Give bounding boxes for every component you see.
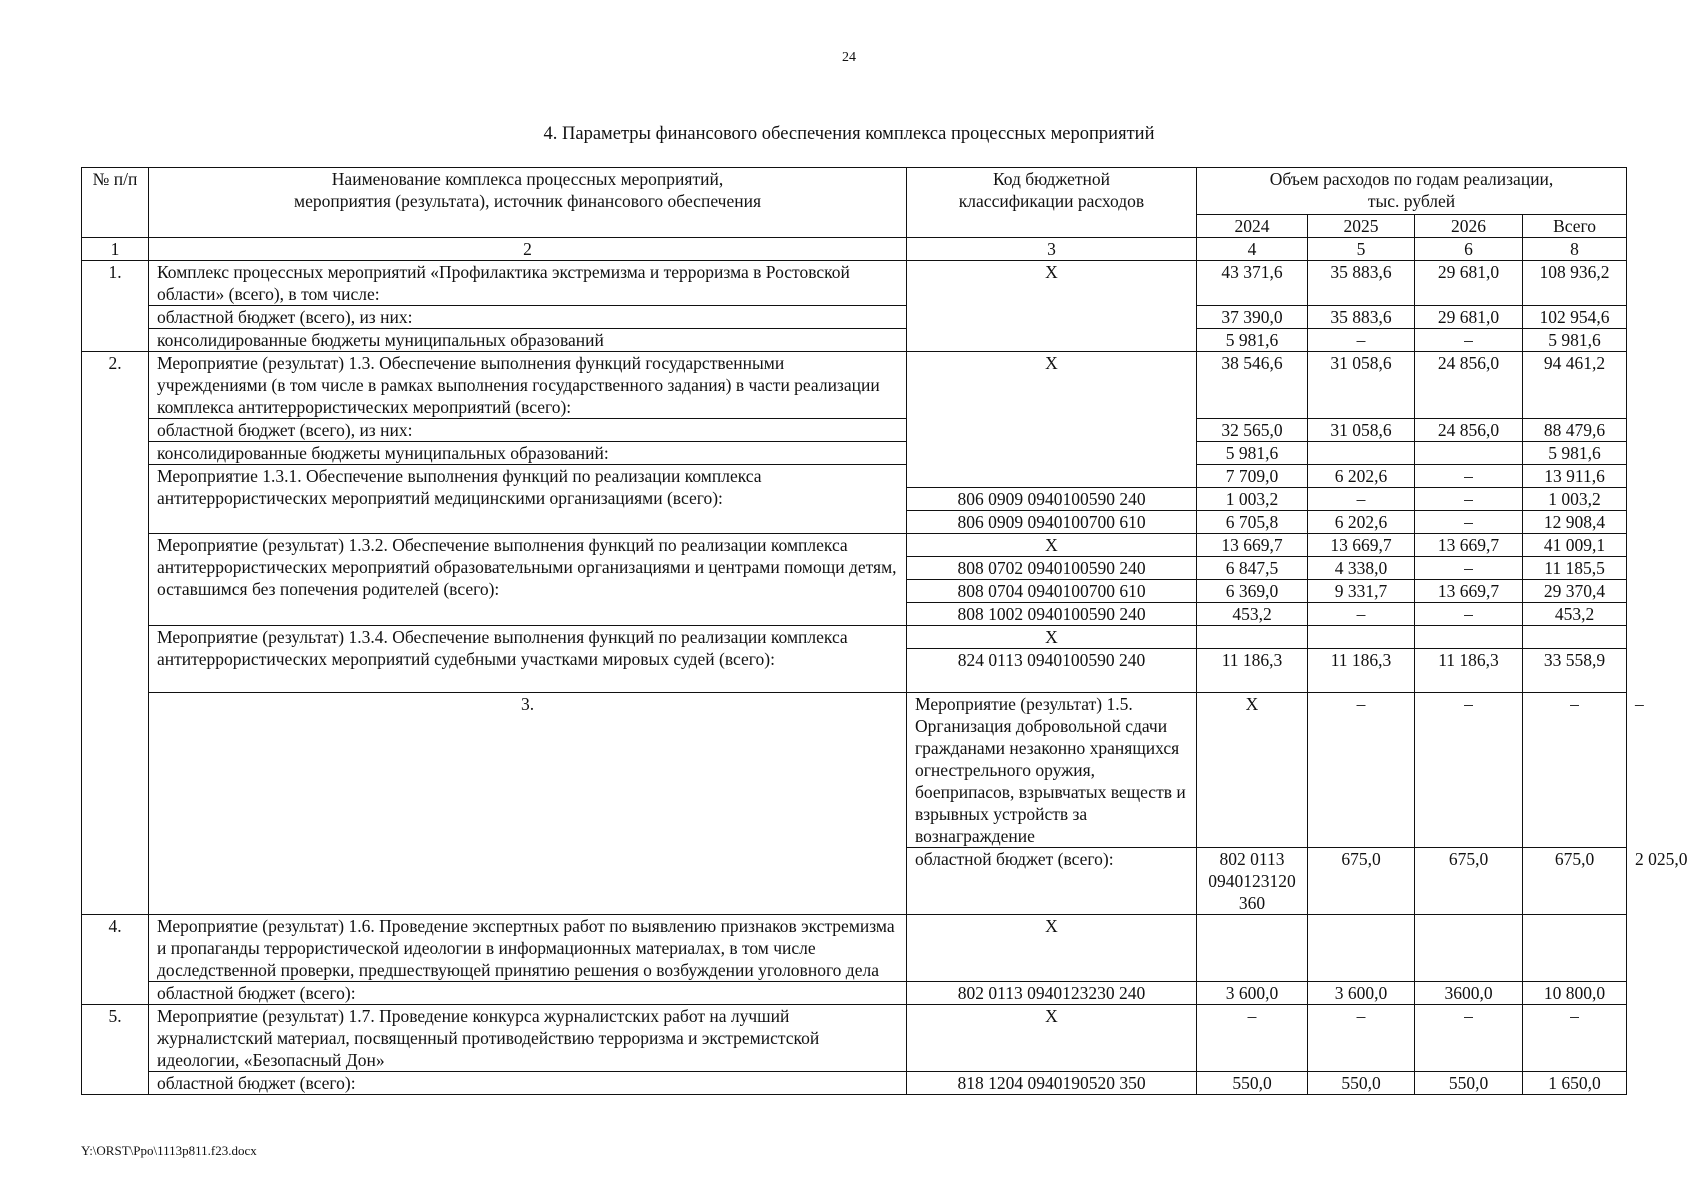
colnum-4: 4 [1197,238,1308,261]
value-2024: 675,0 [1308,848,1415,915]
value-2026: – [1415,488,1523,511]
value-2025: 35 883,6 [1308,261,1415,306]
header-code-line1: Код бюджетной [992,169,1111,189]
colnum-2: 2 [149,238,907,261]
table-row [82,442,1627,465]
row-name: областной бюджет (всего): [149,1072,907,1095]
row-name: Мероприятие 1.3.1. Обеспечение выполнения функций по реализации комплекса антитеррористических мероприятий медицинскими организациями (всего): [149,465,907,534]
value-total: 94 461,2 [1523,352,1627,419]
header-name-line1: Наименование комплекса процессных мероприятий, [331,169,724,189]
row-code: 806 0909 0940100700 610 [907,511,1197,534]
value-2024: 7 709,0 [1197,465,1308,488]
table-row [82,915,1627,982]
value-total: 1 003,2 [1523,488,1627,511]
value-2026: 675,0 [1523,848,1627,915]
value-2025: 13 669,7 [1308,534,1415,557]
row-code: X [1197,693,1308,848]
value-2026 [1415,915,1523,982]
value-2026: – [1415,557,1523,580]
value-2024: 11 186,3 [1197,649,1308,693]
row-number: 1. [82,261,149,352]
row-name: Комплекс процессных мероприятий «Профилактика экстремизма и терроризма в Ростовской области» (всего), в том числе: [149,261,907,306]
colnum-8: 8 [1523,238,1627,261]
value-2025: 3 600,0 [1308,982,1415,1005]
row-number: 5. [82,1005,149,1095]
row-name: областной бюджет (всего): [907,848,1197,915]
table-row [82,982,1627,1005]
colnum-5: 5 [1308,238,1415,261]
value-2025: – [1308,603,1415,626]
value-2024: 6 705,8 [1197,511,1308,534]
value-2025 [1308,442,1415,465]
value-2026: 550,0 [1415,1072,1523,1095]
value-total: 102 954,6 [1523,306,1627,329]
value-2025: 9 331,7 [1308,580,1415,603]
table-row [82,329,1627,352]
row-code: X [907,534,1197,557]
value-2024: 5 981,6 [1197,442,1308,465]
row-code: X [907,1005,1197,1072]
value-2025: 6 202,6 [1308,511,1415,534]
value-total: 12 908,4 [1523,511,1627,534]
table-row [82,1072,1627,1095]
row-code: 802 0113 0940123120 360 [1197,848,1308,915]
value-2026: 29 681,0 [1415,261,1523,306]
header-name-line2: мероприятия (результата), источник финансового обеспечения [294,191,761,211]
value-2024: 43 371,6 [1197,261,1308,306]
value-2024: 37 390,0 [1197,306,1308,329]
value-2024 [1197,626,1308,649]
header-total: Всего [1523,215,1627,238]
header-num: № п/п [82,168,149,238]
value-total: 29 370,4 [1523,580,1627,603]
value-2025: – [1415,693,1523,848]
value-2026: 13 669,7 [1415,534,1523,557]
row-name: Мероприятие (результат) 1.6. Проведение экспертных работ по выявлению признаков экстремизма и пропаганды террористической идеологии в информационных материалах, в том числе доследственной проверки, предшествующей принятию решения о возбуждении уголовного дела [149,915,907,982]
row-name: Мероприятие (результат) 1.3.4. Обеспечение выполнения функций по реализации комплекса антитеррористических мероприятий судебными участками мировых судей (всего): [149,626,907,693]
value-2025: – [1308,1005,1415,1072]
value-total: 13 911,6 [1523,465,1627,488]
header-year-2024: 2024 [1197,215,1308,238]
value-total: 108 936,2 [1523,261,1627,306]
row-number: 2. [82,352,149,915]
value-2025 [1308,626,1415,649]
header-volume-line2: тыс. рублей [1367,191,1456,211]
row-name: областной бюджет (всего), из них: [149,306,907,329]
value-2024 [1197,915,1308,982]
row-code: 806 0909 0940100590 240 [907,488,1197,511]
row-name: областной бюджет (всего): [149,982,907,1005]
colnum-1: 1 [82,238,149,261]
value-total: 88 479,6 [1523,419,1627,442]
value-2025: 550,0 [1308,1072,1415,1095]
finance-table-container [81,167,1688,1095]
value-2026: 24 856,0 [1415,352,1523,419]
row-code: X [907,261,1197,352]
header-year-2026: 2026 [1415,215,1523,238]
header-volume [1197,168,1627,215]
value-2025: – [1308,488,1415,511]
value-2026: – [1415,329,1523,352]
row-name: Мероприятие (результат) 1.3. Обеспечение выполнения функций государственными учреждениями (в том числе в рамках выполнения государственного задания) в части реализации комплекса антитеррористических мероприятий (всего): [149,352,907,419]
table-row [82,465,1627,488]
value-total: 10 800,0 [1523,982,1627,1005]
value-total: 5 981,6 [1523,442,1627,465]
header-year-2025: 2025 [1308,215,1415,238]
value-2025: 31 058,6 [1308,352,1415,419]
value-2026: – [1415,511,1523,534]
value-2026: – [1415,465,1523,488]
value-2024: 3 600,0 [1197,982,1308,1005]
row-name: областной бюджет (всего), из них: [149,419,907,442]
table-row [82,419,1627,442]
value-2025: 35 883,6 [1308,306,1415,329]
value-2024: 550,0 [1197,1072,1308,1095]
header-code-line2: классификации расходов [958,191,1145,211]
row-name: Мероприятие (результат) 1.5. Организация добровольной сдачи гражданами незаконно хранящихся огнестрельного оружия, боеприпасов, взрывчатых веществ и взрывных устройств за вознаграждение [907,693,1197,848]
value-2024: 453,2 [1197,603,1308,626]
value-2026: – [1415,603,1523,626]
value-total: 453,2 [1523,603,1627,626]
header-code [907,168,1197,238]
value-total: 11 185,5 [1523,557,1627,580]
row-code: X [907,915,1197,982]
value-2026: 24 856,0 [1415,419,1523,442]
value-2025: 31 058,6 [1308,419,1415,442]
value-2025: 11 186,3 [1308,649,1415,693]
table-row [82,626,1627,649]
value-total: – [1523,1005,1627,1072]
table-row [82,261,1627,306]
row-name: Мероприятие (результат) 1.3.2. Обеспечение выполнения функций по реализации комплекса антитеррористических мероприятий образовательными организациями и центрами помощи детям, оставшимся без попечения родителей (всего): [149,534,907,626]
document-title: 4. Параметры финансового обеспечения комплекса процессных мероприятий [543,124,1155,144]
value-2026 [1415,626,1523,649]
value-2026: – [1415,1005,1523,1072]
table-row [82,1005,1627,1072]
value-total: 33 558,9 [1523,649,1627,693]
colnum-6: 6 [1415,238,1523,261]
page-number: 24 [842,50,856,65]
row-name: консолидированные бюджеты муниципальных образований [149,329,907,352]
value-2025: 6 202,6 [1308,465,1415,488]
value-2026: 11 186,3 [1415,649,1523,693]
table-row: областной бюджет (всего): 802 0113 0940123120 360 675,0 675,0 675,0 2 025,0 [82,848,1627,915]
row-number: 4. [82,915,149,1005]
table-row [82,306,1627,329]
value-total: 41 009,1 [1523,534,1627,557]
value-2024: 6 847,5 [1197,557,1308,580]
value-2026: 13 669,7 [1415,580,1523,603]
value-2025: 675,0 [1415,848,1523,915]
value-2025 [1308,915,1415,982]
row-code: 818 1204 0940190520 350 [907,1072,1197,1095]
file-path-footer: Y:\ORST\Ppo\1113p811.f23.docx [81,1143,257,1158]
colnum-3: 3 [907,238,1197,261]
value-2025: – [1308,329,1415,352]
value-2024: – [1197,1005,1308,1072]
table-row [82,352,1627,419]
row-code: X [907,352,1197,488]
row-code: X [907,626,1197,649]
value-2024: – [1308,693,1415,848]
row-code: 802 0113 0940123230 240 [907,982,1197,1005]
value-2024: 32 565,0 [1197,419,1308,442]
row-number: 3. [149,693,907,915]
row-code: 808 0704 0940100700 610 [907,580,1197,603]
value-2026: 29 681,0 [1415,306,1523,329]
value-2026: – [1523,693,1627,848]
finance-table [81,167,1688,1095]
table-row: 3. Мероприятие (результат) 1.5. Организация добровольной сдачи гражданами незаконно хранящихся огнестрельного оружия, боеприпасов, взрывчатых веществ и взрывных устройств за вознаграждение X – – – – [82,693,1627,848]
row-code: 824 0113 0940100590 240 [907,649,1197,693]
value-2024: 1 003,2 [1197,488,1308,511]
row-name: Мероприятие (результат) 1.7. Проведение конкурса журналистских работ на лучший журналистский материал, посвященный противодействию терроризма и экстремистской идеологии, «Безопасный Дон» [149,1005,907,1072]
row-code: 808 1002 0940100590 240 [907,603,1197,626]
value-total: 1 650,0 [1523,1072,1627,1095]
value-2024: 13 669,7 [1197,534,1308,557]
value-total: 5 981,6 [1523,329,1627,352]
row-name: консолидированные бюджеты муниципальных образований: [149,442,907,465]
value-2026: 3600,0 [1415,982,1523,1005]
value-total [1523,915,1627,982]
value-total [1523,626,1627,649]
value-2024: 6 369,0 [1197,580,1308,603]
header-volume-line1: Объем расходов по годам реализации, [1269,169,1554,189]
table-row [82,534,1627,557]
value-2025: 4 338,0 [1308,557,1415,580]
header-name [149,168,907,238]
row-code: 808 0702 0940100590 240 [907,557,1197,580]
value-2024: 5 981,6 [1197,329,1308,352]
value-2026 [1415,442,1523,465]
value-2024: 38 546,6 [1197,352,1308,419]
